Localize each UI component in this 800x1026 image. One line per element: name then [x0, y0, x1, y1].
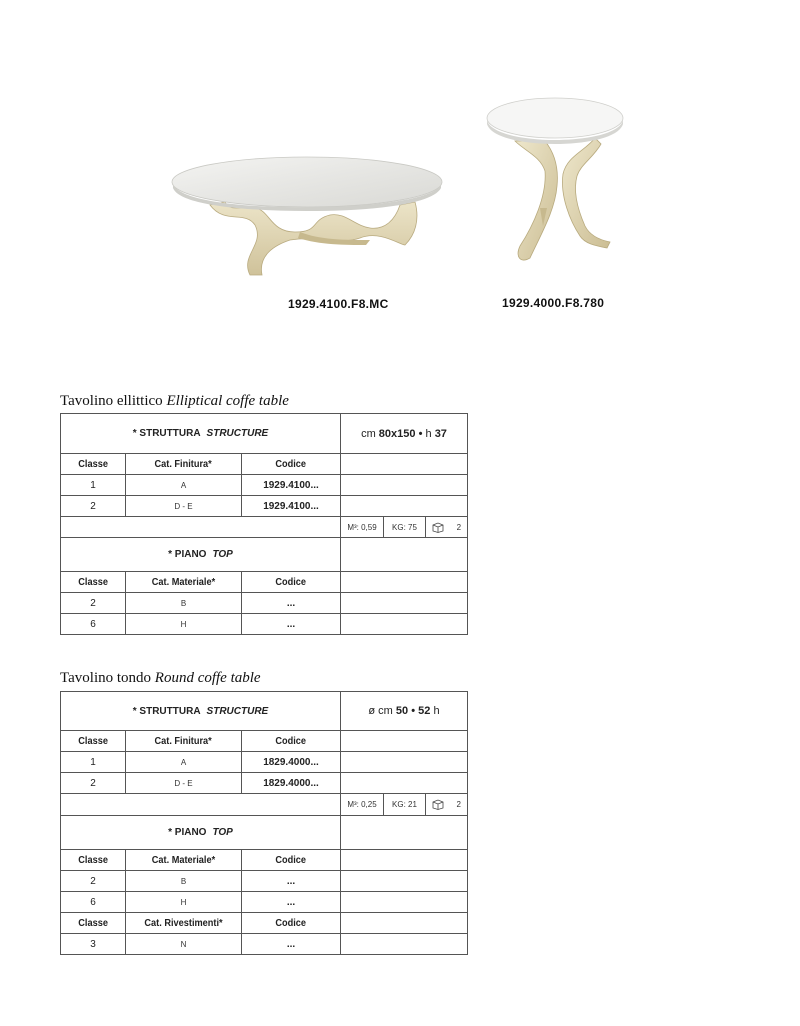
- product-code-round: 1929.4000.F8.780: [502, 296, 605, 310]
- structure-header: * STRUTTURA STRUCTURE: [61, 414, 341, 454]
- top-header: * PIANO TOP: [61, 538, 341, 572]
- weight-kg: KG: 21: [384, 794, 426, 816]
- top-column-header-row: Classe Cat. Materiale* Codice: [61, 850, 468, 871]
- dimensions-cell: cm 80x150 • h 37: [341, 414, 468, 454]
- elliptical-coffee-table-image: [170, 150, 445, 280]
- package-count: 2: [456, 800, 461, 809]
- section-title-en: Elliptical coffe table: [166, 393, 289, 409]
- table-row: 6 H ...: [61, 892, 468, 913]
- round-spec-table: [60, 691, 468, 955]
- section-title-en: Round coffe table: [154, 670, 261, 686]
- section-title-it: Tavolino ellittico: [60, 393, 163, 409]
- covering-column-header-row: Classe Cat. Rivestimenti* Codice: [61, 913, 468, 934]
- dimensions-cell: ø cm 50 • 52 h: [341, 692, 468, 731]
- structure-column-header-row: Classe Cat. Finitura* Codice: [61, 454, 468, 475]
- section-title-elliptical: [60, 393, 289, 410]
- product-code-elliptical: 1929.4100.F8.MC: [288, 297, 389, 311]
- package-box-icon: [432, 522, 444, 533]
- packaging-row: [61, 794, 468, 816]
- weight-kg: KG: 75: [384, 517, 426, 538]
- structure-column-header-row: Classe Cat. Finitura* Codice: [61, 731, 468, 752]
- volume-m3: M³: 0,25: [341, 794, 384, 816]
- top-header: * PIANO TOP: [61, 816, 341, 850]
- table-row: 2 D - E 1829.4000...: [61, 773, 468, 794]
- table-row: 2 B ...: [61, 871, 468, 892]
- table-row: 1 A 1829.4000...: [61, 752, 468, 773]
- table-row: 1 A 1929.4100...: [61, 475, 468, 496]
- table-row: 3 N ...: [61, 934, 468, 955]
- top-column-header-row: Classe Cat. Materiale* Codice: [61, 572, 468, 593]
- section-title-it: Tavolino tondo: [60, 670, 152, 686]
- section-title-round: [60, 670, 261, 687]
- volume-m3: M³: 0,59: [341, 517, 384, 538]
- package-count: 2: [456, 522, 462, 532]
- table-row: 2 D - E 1929.4100...: [61, 496, 468, 517]
- table-row: 6 H ...: [61, 614, 468, 635]
- round-coffee-table-image: [485, 96, 625, 271]
- package-box-icon: [432, 799, 444, 810]
- packaging-row: [61, 517, 468, 538]
- elliptical-spec-table: [60, 413, 468, 635]
- structure-header: * STRUTTURA STRUCTURE: [61, 692, 341, 731]
- table-row: 2 B ...: [61, 593, 468, 614]
